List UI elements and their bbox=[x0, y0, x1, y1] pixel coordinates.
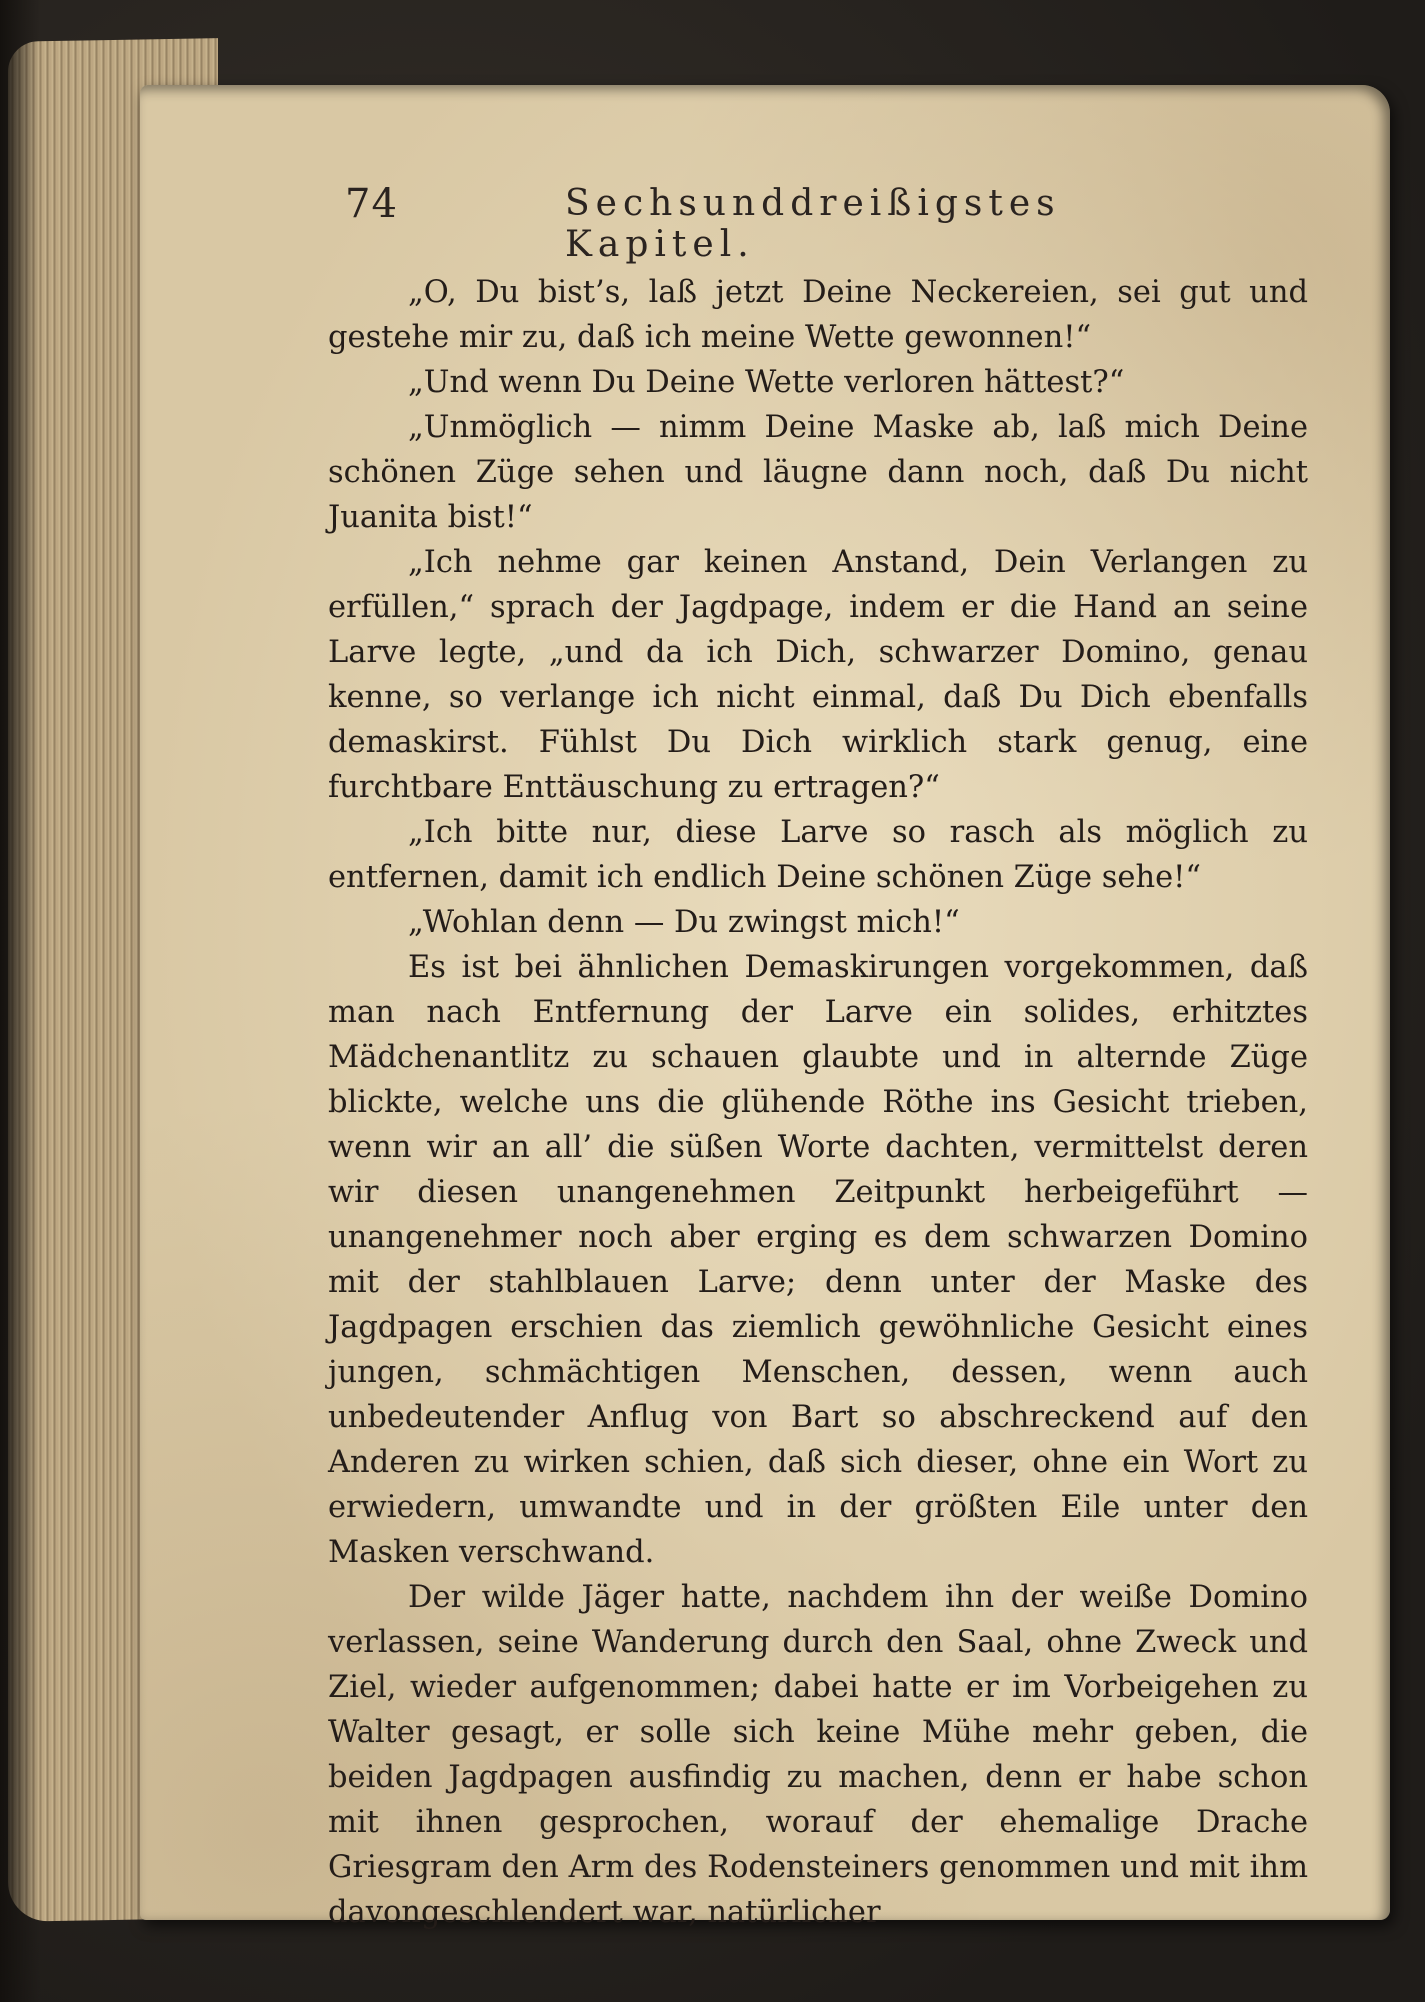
paragraph: Es ist bei ähnlichen Demaskirungen vorgekommen, daß man nach Entfernung der Larve ein solides, erhitztes Mädchenantlitz zu schauen glaubte und in alternde Züge blickte, welche uns die glühende Röthe ins Gesicht trieben, wenn wir an all’ die süßen Worte dachten, vermittelst deren wir diesen unangenehmen Zeitpunkt herbeigeführt — unangenehmer noch aber erging es dem schwarzen Domino mit der stahlblauen Larve; denn unter der Maske des Jagdpagen erschien das ziemlich gewöhnliche Gesicht eines jungen, schmächtigen Menschen, dessen, wenn auch unbedeutender Anflug von Bart so abschreckend auf den Anderen zu wirken schien, daß sich dieser, ohne ein Wort zu erwiedern, umwandte und in der größten Eile unter den Masken verschwand. bbox=[328, 950, 1308, 1570]
paragraph: „Ich nehme gar keinen Anstand, Dein Verlangen zu erfüllen,“ sprach der Jagdpage, indem er die Hand an seine Larve legte, „und da ich Dich, schwarzer Domino, genau kenne, so verlange ich nicht einmal, daß Du Dich ebenfalls demaskirst. Fühlst Du Dich wirklich stark genug, eine furchtbare Enttäuschung zu ertragen?“ bbox=[328, 545, 1308, 805]
paragraph: Der wilde Jäger hatte, nachdem ihn der weiße Domino verlassen, seine Wanderung durch den Saal, ohne Zweck und Ziel, wieder aufgenommen; dabei hatte er im Vorbeigehen zu Walter gesagt, er solle sich keine Mühe mehr geben, die beiden Jagdpagen ausfindig zu machen, denn er habe schon mit ihnen gesprochen, worauf der ehemalige Drache Griesgram den Arm des Rodensteiners genommen und mit ihm davongeschlendert war, natürlicher bbox=[328, 1580, 1308, 1930]
paragraph: „Ich bitte nur, diese Larve so rasch als möglich zu entfernen, damit ich endlich Deine schönen Züge sehe!“ bbox=[328, 815, 1308, 895]
paragraph: „Unmöglich — nimm Deine Maske ab, laß mich Deine schönen Züge sehen und läugne dann noch, daß Du nicht Juanita bist!“ bbox=[328, 410, 1308, 535]
spine-shadow bbox=[0, 0, 40, 2002]
page-number: 74 bbox=[345, 181, 398, 227]
chapter-title: Sechsunddreißigstes Kapitel. bbox=[565, 183, 1061, 265]
paragraph: „Und wenn Du Deine Wette verloren hättest?“ bbox=[408, 365, 1125, 400]
running-head bbox=[205, 175, 1105, 265]
paragraph: „Wohlan denn — Du zwingst mich!“ bbox=[408, 905, 960, 940]
body-text bbox=[328, 270, 1308, 1935]
paragraph: „O, Du bist’s, laß jetzt Deine Neckereien, sei gut und gestehe mir zu, daß ich meine Wette gewonnen!“ bbox=[328, 275, 1308, 355]
